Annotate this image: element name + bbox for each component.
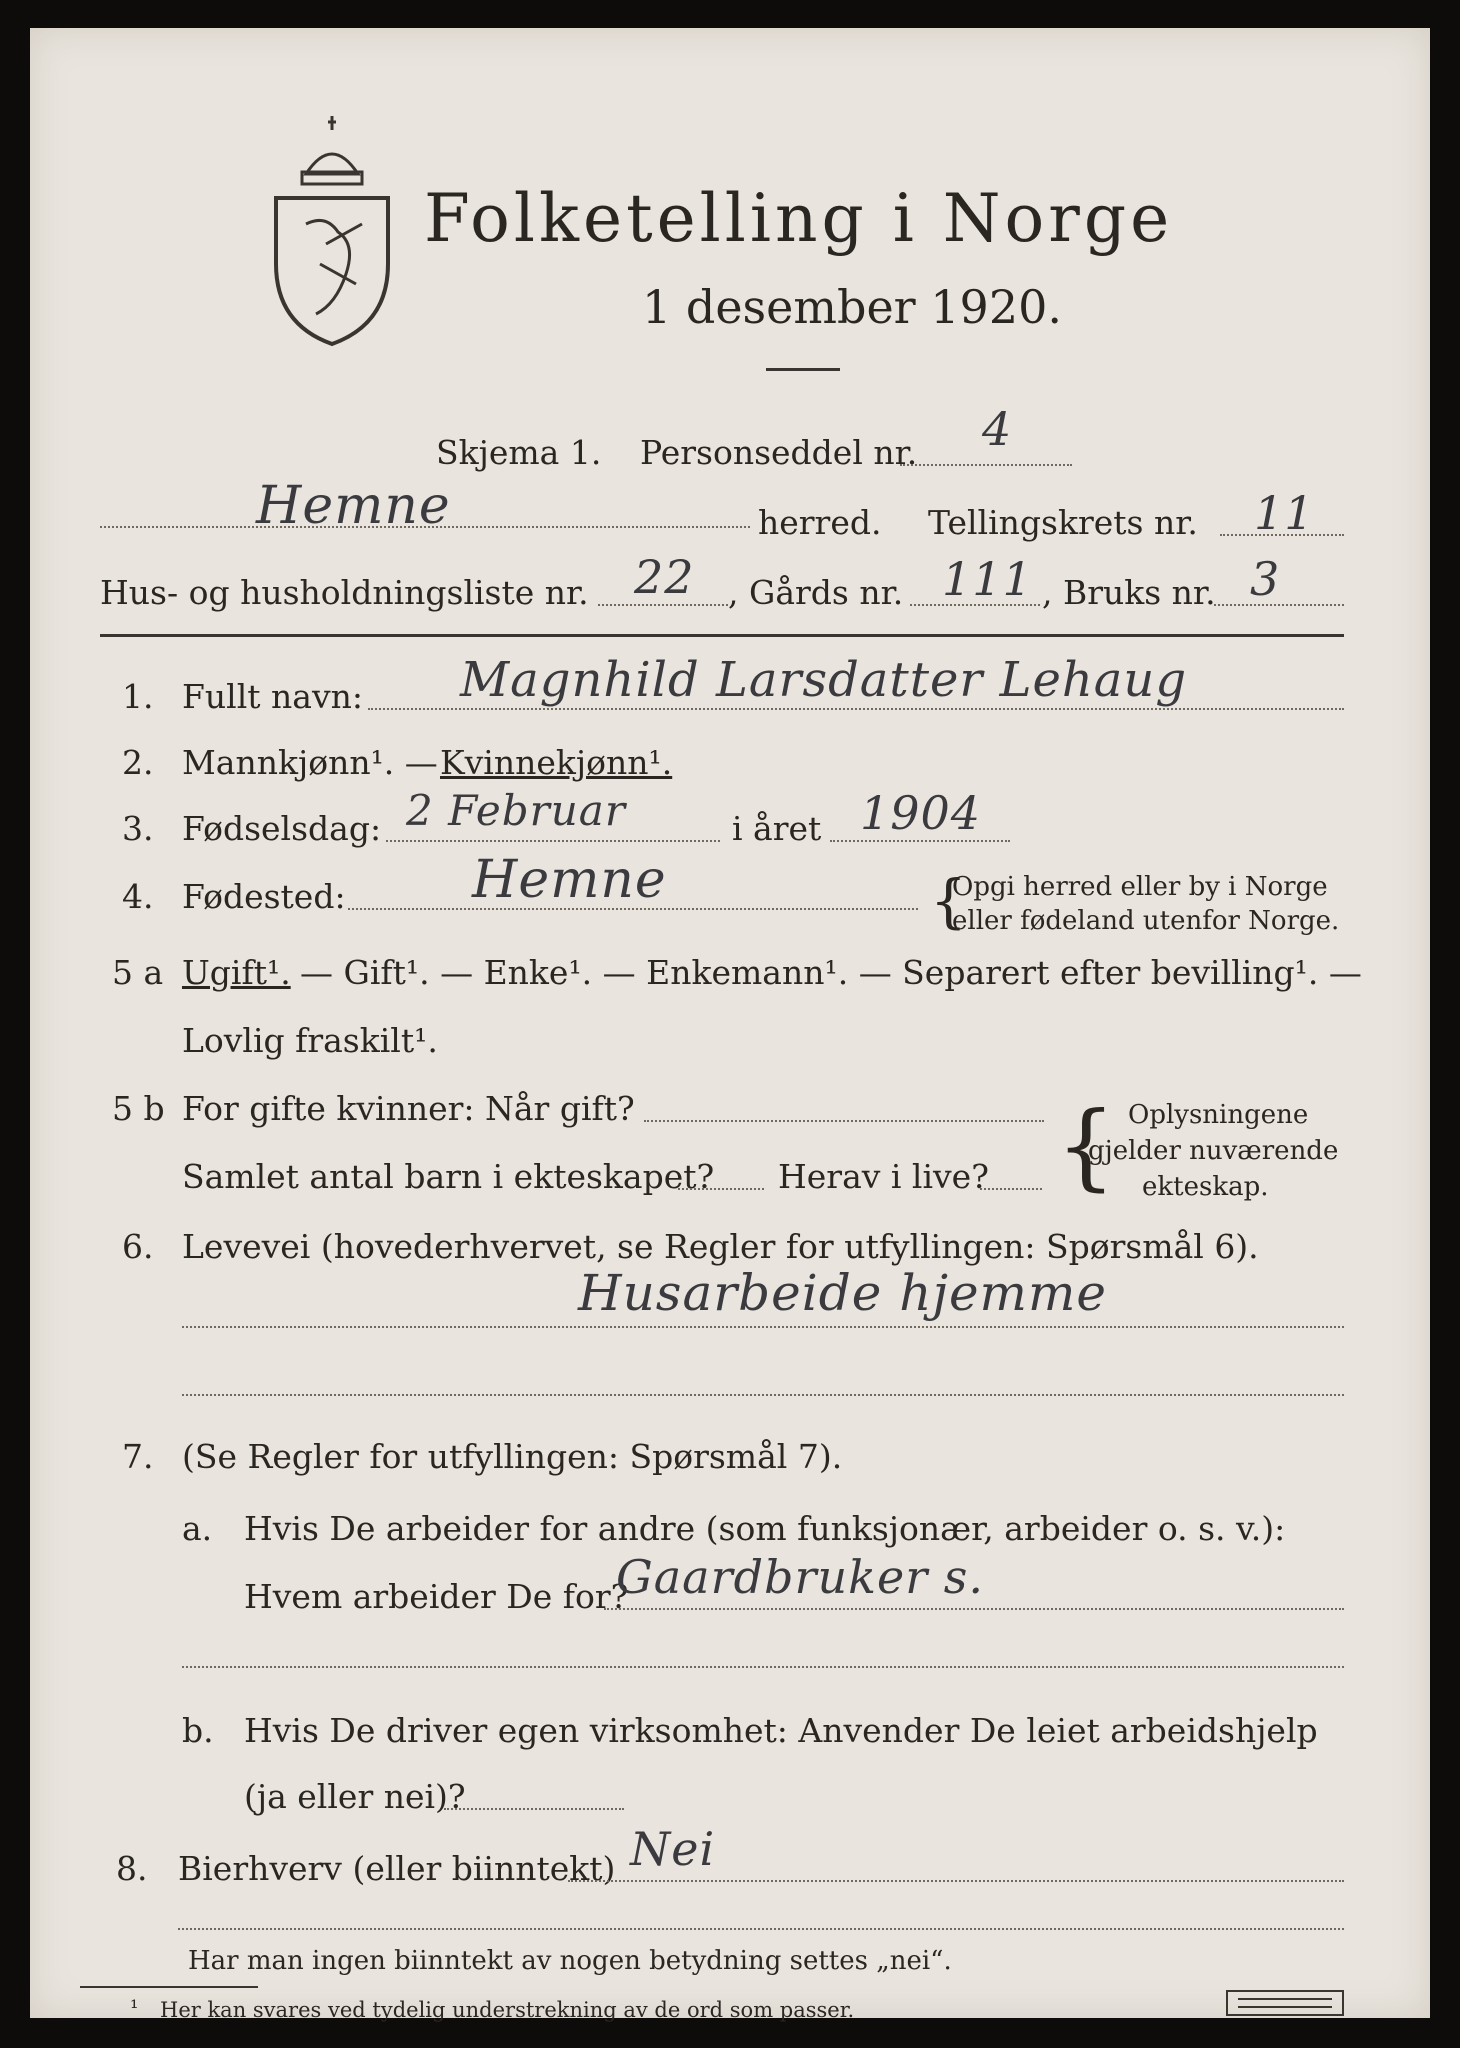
q5b-line3 bbox=[980, 1188, 1042, 1190]
q4-note-2: eller fødeland utenfor Norge. bbox=[952, 906, 1340, 936]
q2-label-male: Mannkjønn¹. — bbox=[182, 743, 438, 782]
q7a-line bbox=[604, 1608, 1344, 1610]
q7b-label2: (ja eller nei)? bbox=[244, 1777, 466, 1816]
q8-number: 8. bbox=[116, 1849, 148, 1888]
q6-line1 bbox=[182, 1326, 1344, 1328]
q3-year-label: i året bbox=[732, 809, 822, 848]
q7-number: 7. bbox=[122, 1437, 154, 1476]
q4-number: 4. bbox=[122, 877, 154, 916]
q3-number: 3. bbox=[122, 809, 154, 848]
q5b-note-3: ekteskap. bbox=[1142, 1172, 1269, 1202]
q4-brace: { bbox=[930, 867, 967, 935]
coat-of-arms-icon bbox=[266, 114, 398, 348]
skjema-label: Skjema 1. bbox=[436, 433, 602, 472]
q1-number: 1. bbox=[122, 677, 154, 716]
q5b-note-2: gjelder nuværende bbox=[1088, 1136, 1339, 1166]
q1-label: Fullt navn: bbox=[182, 677, 363, 716]
title-divider bbox=[766, 368, 840, 371]
q8-label: Bierhverv (eller biinntekt) bbox=[178, 1849, 616, 1888]
form-date: 1 desember 1920. bbox=[642, 280, 1062, 334]
footnote-text: Her kan svares ved tydelig understrekning av de ord som passer. bbox=[160, 1998, 855, 2022]
q3-line bbox=[386, 840, 720, 842]
personseddel-label: Personseddel nr. bbox=[640, 433, 918, 472]
herred-label: herred. bbox=[758, 503, 882, 542]
header-rule bbox=[100, 634, 1344, 637]
q5b-number: 5 b bbox=[112, 1089, 165, 1128]
q5b-note-1: Oplysningene bbox=[1128, 1100, 1309, 1130]
q5b-label2: Samlet antal barn i ekteskapet? bbox=[182, 1157, 715, 1196]
personseddel-value: 4 bbox=[982, 402, 1013, 456]
q8-value: Nei bbox=[630, 1822, 716, 1876]
q3-year-line bbox=[830, 840, 1010, 842]
q7b-label: Hvis De driver egen virksomhet: Anvender De leiet arbeidshjelp bbox=[244, 1711, 1318, 1750]
q4-label: Fødested: bbox=[182, 877, 346, 916]
husliste-line bbox=[598, 604, 728, 606]
tellingskrets-label: Tellingskrets nr. bbox=[928, 503, 1198, 542]
q7a-line2 bbox=[182, 1666, 1344, 1668]
personseddel-line bbox=[900, 464, 1072, 466]
q7-label: (Se Regler for utfyllingen: Spørsmål 7). bbox=[182, 1437, 843, 1476]
q5b-label: For gifte kvinner: Når gift? bbox=[182, 1089, 635, 1128]
bruks-value: 3 bbox=[1250, 552, 1281, 606]
q4-note-1: Opgi herred eller by i Norge bbox=[952, 872, 1328, 902]
q5b-line2 bbox=[678, 1188, 764, 1190]
q3-label: Fødselsdag: bbox=[182, 809, 382, 848]
q7b-line bbox=[444, 1808, 624, 1810]
q6-label: Levevei (hovederhvervet, se Regler for utfyllingen: Spørsmål 6). bbox=[182, 1227, 1259, 1266]
footnote-rule bbox=[80, 1986, 258, 1988]
bruks-label: , Bruks nr. bbox=[1042, 573, 1216, 612]
q7a-value: Gaardbruker s. bbox=[616, 1550, 985, 1604]
q5b-line1 bbox=[644, 1120, 1044, 1122]
form-title: Folketelling i Norge bbox=[424, 180, 1174, 257]
q5a-ugift: Ugift¹. bbox=[182, 953, 291, 992]
q6-value: Husarbeide hjemme bbox=[578, 1264, 1107, 1322]
q5a-line2: Lovlig fraskilt¹. bbox=[182, 1021, 438, 1060]
q3-year-value: 1904 bbox=[860, 786, 982, 840]
q2-label-female: Kvinnekjønn¹. bbox=[440, 743, 673, 782]
husliste-label: Hus- og husholdningsliste nr. bbox=[100, 573, 589, 612]
q3-value: 2 Februar bbox=[406, 786, 626, 835]
tellingskrets-value: 11 bbox=[1254, 486, 1315, 540]
q5b-label3: Herav i live? bbox=[778, 1157, 989, 1196]
gards-label: , Gårds nr. bbox=[728, 573, 904, 612]
herred-value: Hemne bbox=[256, 476, 451, 536]
q6-number: 6. bbox=[122, 1227, 154, 1266]
q5b-brace: { bbox=[1056, 1092, 1116, 1201]
q8-line bbox=[568, 1880, 1344, 1882]
footnote-mark: ¹ bbox=[130, 1996, 139, 2020]
footer-note: Har man ingen biinntekt av nogen betydning settes „nei“. bbox=[188, 1946, 952, 1976]
q8-line2 bbox=[178, 1928, 1344, 1930]
q7a-label: Hvis De arbeider for andre (som funksjonær, arbeider o. s. v.): bbox=[244, 1509, 1286, 1548]
q2-number: 2. bbox=[122, 743, 154, 782]
printer-stamp-icon bbox=[1226, 1990, 1344, 2016]
q7a-label2: Hvem arbeider De for? bbox=[244, 1577, 629, 1616]
q1-line bbox=[368, 708, 1344, 710]
husliste-value: 22 bbox=[634, 550, 695, 604]
q6-line2 bbox=[182, 1394, 1344, 1396]
q5a-number: 5 a bbox=[112, 953, 164, 992]
q7b-letter: b. bbox=[182, 1711, 214, 1750]
gards-value: 111 bbox=[942, 552, 1033, 606]
q1-value: Magnhild Larsdatter Lehaug bbox=[460, 652, 1188, 708]
q4-value: Hemne bbox=[472, 850, 667, 910]
census-form-sheet bbox=[30, 28, 1430, 2022]
q5a-options: — Gift¹. — Enke¹. — Enkemann¹. — Separert efter bevilling¹. — bbox=[300, 953, 1362, 992]
q7a-letter: a. bbox=[182, 1509, 213, 1548]
